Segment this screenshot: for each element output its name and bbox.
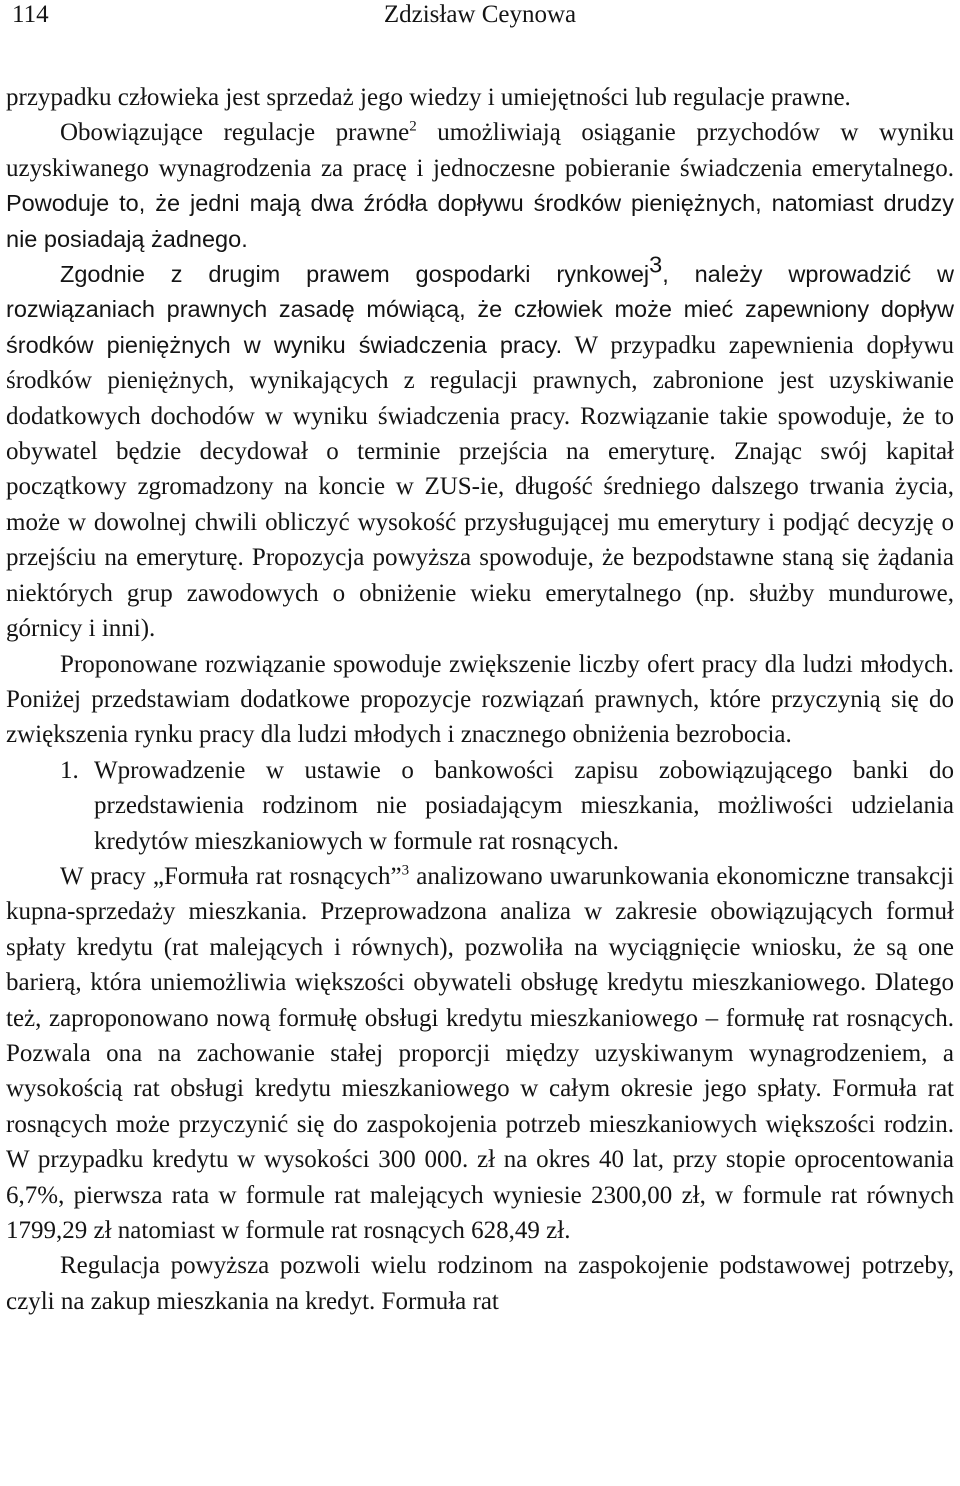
paragraph-2-text-a: Obowiązujące regulacje prawne <box>60 119 410 147</box>
paragraph-1 <box>6 80 954 115</box>
paragraph-2 <box>6 115 954 257</box>
paragraph-5-text-a: W pracy „Formuła rat rosnących” <box>60 862 402 890</box>
list-item-number: 1. <box>60 756 79 784</box>
list-item-text: Wprowadzenie w ustawie o bankowości zapisu zobowiązującego banki do przedstawienia rodzinom nie posiadającym mieszkania, możliwości udzielania kredytów mieszkaniowych w formule rat rosnących. <box>94 756 954 855</box>
paragraph-3-text: W przypadku zapewnienia dopływu środków pieniężnych, wynikających z regulacji prawnych, zabronione jest uzyskiwanie dodatkowych dochodów w wyniku świadczenia pracy. Rozwiązanie takie spowoduje, że to obywatel będzie decydował o terminie przejścia na emeryturę. Znając swój kapitał początkowy zgromadzony na koncie w ZUS-ie, długość średniego dalszego trwania życia, może w dowolnej chwili obliczyć wysokość przysługującej mu emerytury i podjąć decyzję o przejściu na emeryturę. Propozycja powyższa spowoduje, że bezpodstawne staną się żądania niektórych grup zawodowych o obniżenie wieku emerytalnego (np. służby mundurowe, górnicy i inni). <box>6 331 954 643</box>
paragraph-4-text: Proponowane rozwiązanie spowoduje zwiększenie liczby ofert pracy dla ludzi młodych. Poniżej przedstawiam dodatkowe propozycje rozwiązań prawnych, które przyczynią się do zwiększenia rynku pracy dla ludzi młodych i znacznego obniżenia bezrobocia. <box>6 650 954 749</box>
paragraph-2-sans-text: Powoduje to, że jedni mają dwa źródła dopływu środków pieniężnych, natomiast drudzy nie posiadają żadnego. <box>6 190 954 252</box>
page-header <box>6 0 954 36</box>
running-head-author: Zdzisław Ceynowa <box>383 1 577 28</box>
paragraph-3 <box>6 251 955 646</box>
paragraph-5 <box>6 859 954 1248</box>
paragraph-3-sans-text-a: Zgodnie z drugim prawem gospodarki rynkowej <box>60 261 650 288</box>
page-body <box>6 36 954 1319</box>
footnote-ref-3b: 3 <box>401 862 410 879</box>
footnote-ref-3: 3 <box>649 251 663 278</box>
paragraph-1-text: przypadku człowieka jest sprzedaż jego wiedzy i umiejętności lub regulacje prawne. <box>6 84 851 111</box>
numbered-list <box>6 753 954 859</box>
paragraph-4 <box>6 647 954 753</box>
paragraph-3-sans-text-b: , należy wprowadzić w rozwiązaniach prawnych zasadę mówiącą, że człowiek może mieć zapewniony dopływ środków pieniężnych w wyniku świadczenia pracy. <box>6 261 955 358</box>
paragraph-6 <box>6 1248 954 1319</box>
page-number: 114 <box>12 1 49 28</box>
list-item <box>6 753 954 859</box>
footnote-ref-2: 2 <box>409 119 417 136</box>
paragraph-6-text: Regulacja powyższa pozwoli wielu rodzinom na zaspokojenie podstawowej potrzeby, czyli na zakup mieszkania na kredyt. Formuła rat <box>6 1252 954 1315</box>
paragraph-5-text-b: analizowano uwarunkowania ekonomiczne transakcji kupna-sprzedaży mieszkania. Przeprowadzona analiza w zakresie obowiązujących formuł spłaty kredytu (rat malejących i równych), pozwoliła na wyciągnięcie wniosku, że są one barierą, która uniemożliwia większości obywateli obsługę kredytu mieszkaniowego. Dlatego też, zaproponowano nową formułę obsługi kredytu mieszkaniowego – formułę rat rosnących. Pozwala ona na zachowanie stałej proporcji między uzyskiwanym wynagrodzeniem, a wysokością rat obsługi kredytu mieszkaniowego w całym okresie jego spłaty. Formuła rat rosnących może przyczynić się do zaspokojenia potrzeb mieszkaniowych większości rodzin. W przypadku kredytu w wysokości 300 000. zł na okres 40 lat, przy stopie oprocentowania 6,7%, pierwsza rata w formule rat malejących wyniesie 2300,00 zł, w formule rat równych 1799,29 zł natomiast w formule rat rosnących 628,49 zł. <box>6 862 954 1244</box>
paragraph-2-text-b: umożliwiają osiąganie przychodów w wyniku uzyskiwanego wynagrodzenia za pracę i jednoczesne pobieranie świadczenia emerytalnego. <box>6 119 955 182</box>
